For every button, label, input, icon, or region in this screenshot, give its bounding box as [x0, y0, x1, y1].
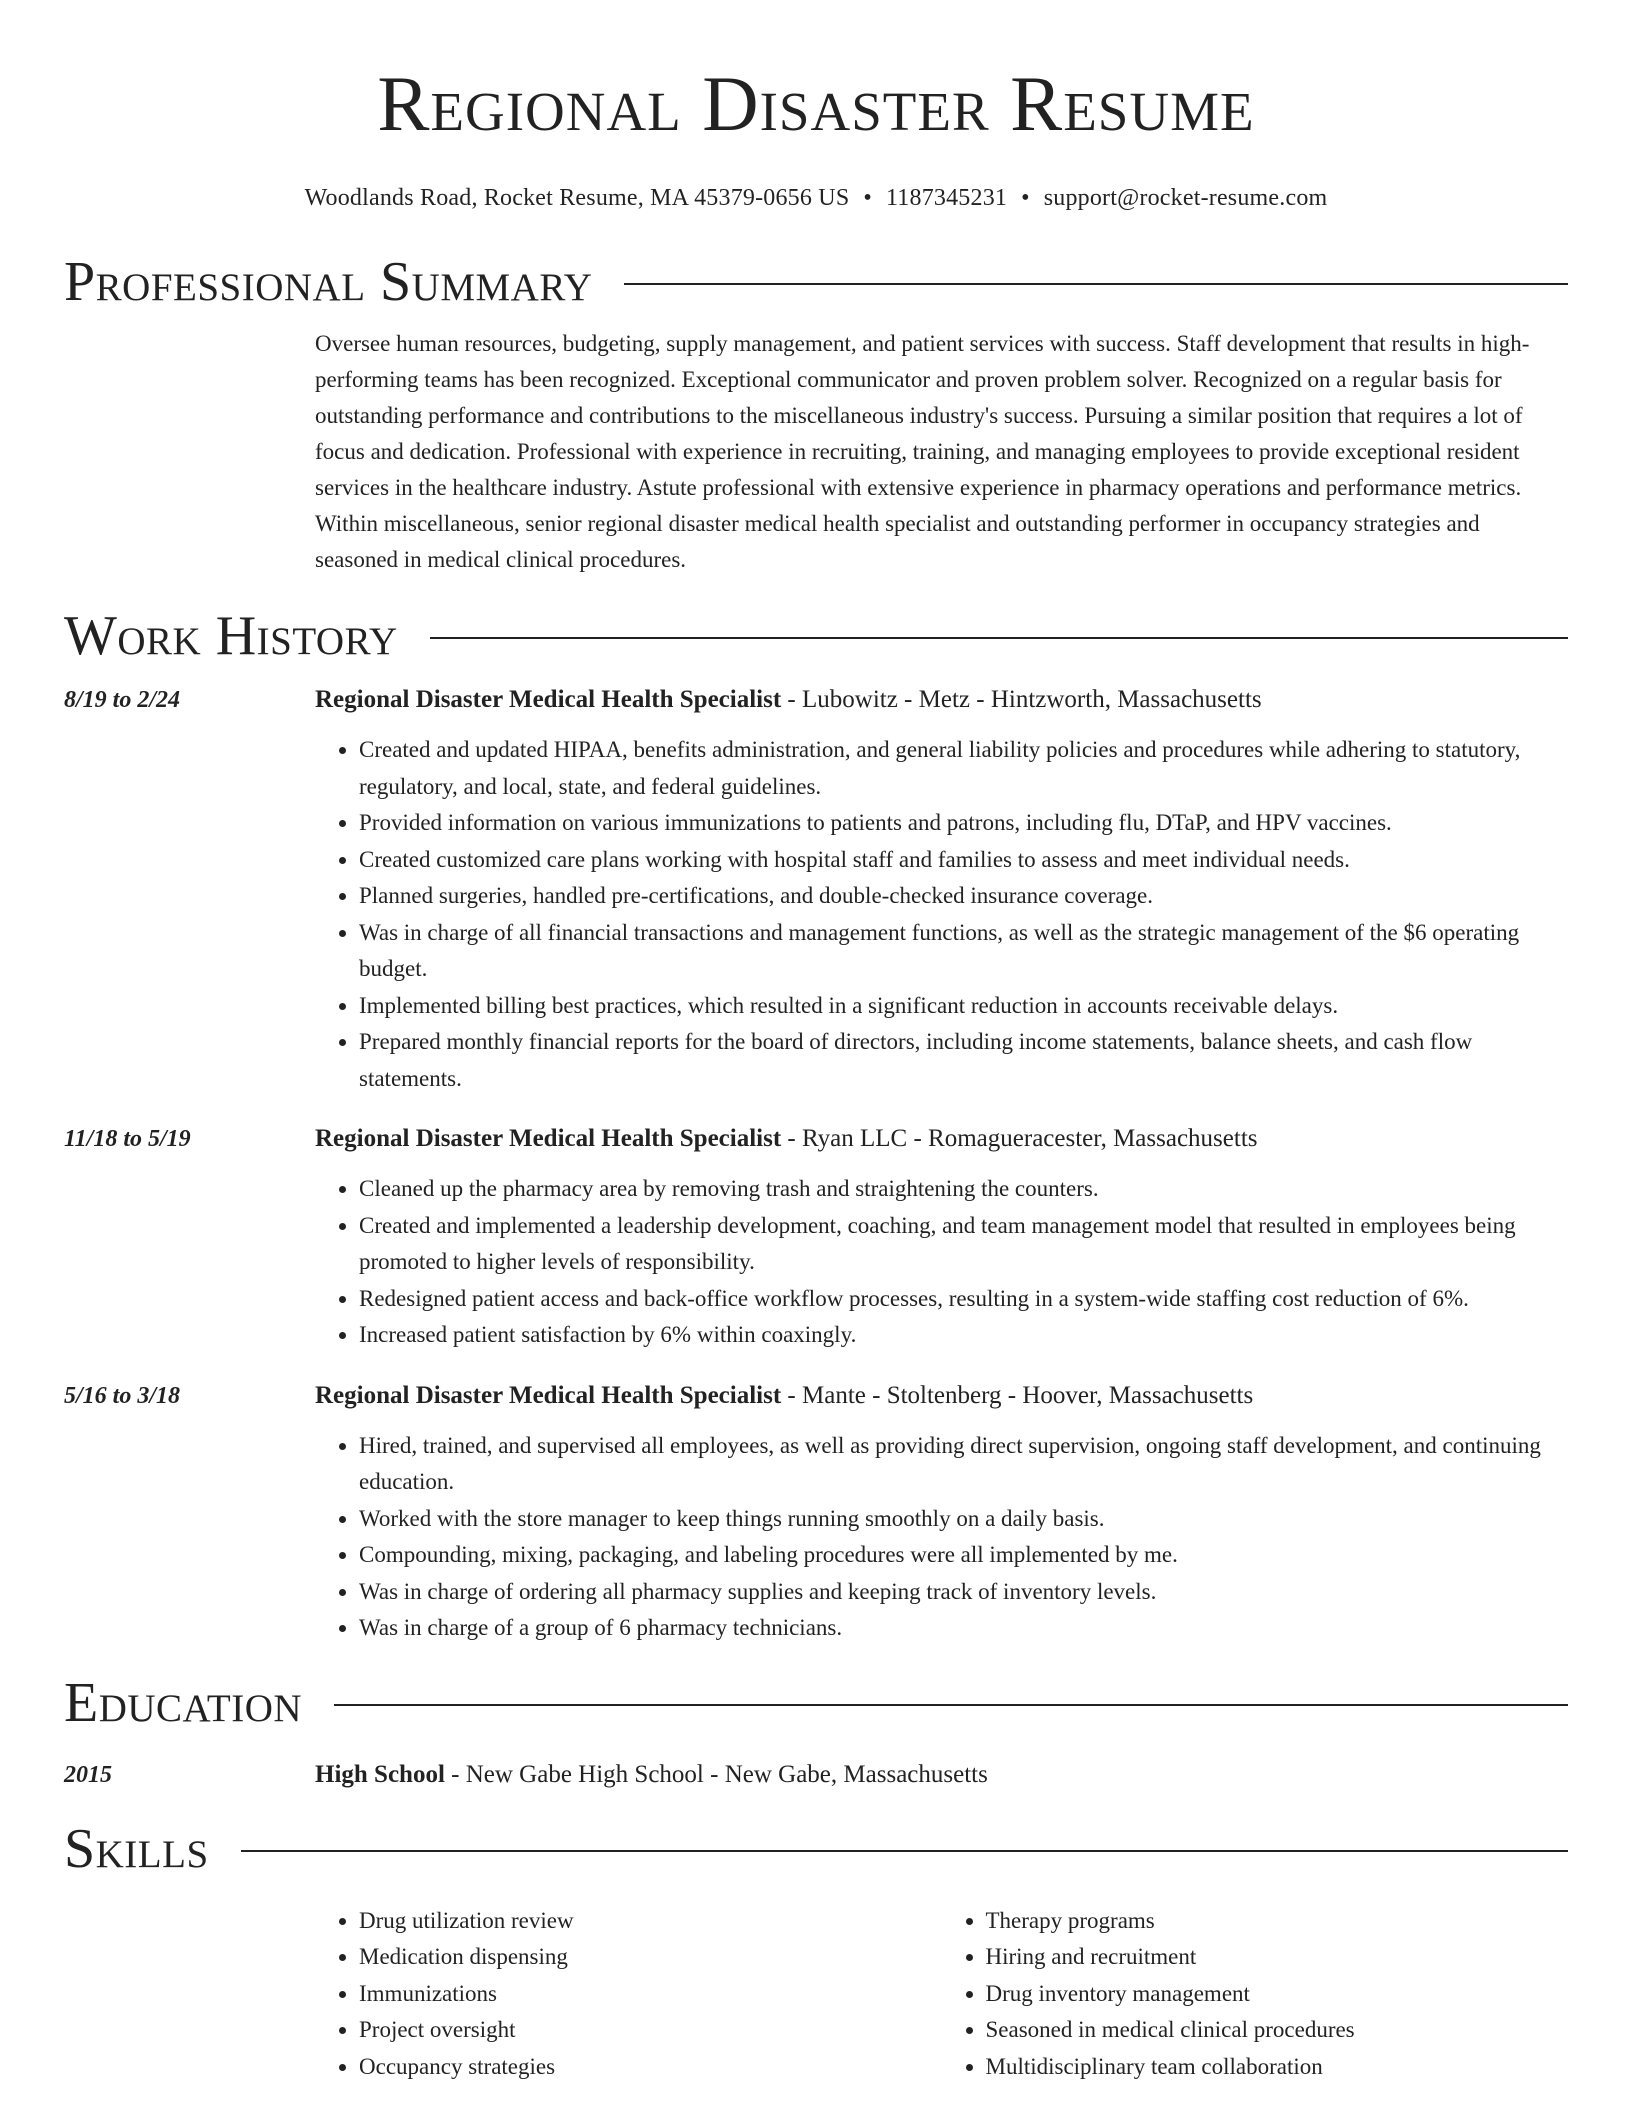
- summary-section: [64, 326, 1568, 578]
- job-entry: [64, 1121, 1568, 1354]
- job-dates: 8/19 to 2/24: [64, 687, 181, 713]
- section-divider: [334, 1704, 1568, 1706]
- job-duty: • Worked with the store manager to keep things running smoothly on a daily basis.: [359, 1501, 1568, 1538]
- job-duties: [315, 1171, 1568, 1354]
- contact-address: Woodlands Road, Rocket Resume, MA 45379-0656 US: [304, 185, 850, 211]
- job-title: Regional Disaster Medical Health Specialist: [315, 1125, 782, 1152]
- education-school: - New Gabe High School - New Gabe, Massachusetts: [444, 1760, 988, 1788]
- contact-email: support@rocket-resume.com: [1043, 185, 1328, 211]
- skill-item: • Seasoned in medical clinical procedures: [986, 2012, 1569, 2049]
- job-title: Regional Disaster Medical Health Specialist: [315, 686, 782, 713]
- job-duty: • Was in charge of a group of 6 pharmacy technicians.: [359, 1610, 1568, 1647]
- job-duty: • Planned surgeries, handled pre-certifications, and double-checked insurance coverage.: [359, 878, 1568, 915]
- job-entry: [64, 1378, 1568, 1647]
- job-duty: • Hired, trained, and supervised all employees, as well as providing direct supervision, ongoing staff development, and continuing education.: [359, 1428, 1568, 1501]
- job-duty: • Increased patient satisfaction by 6% within coaxingly.: [359, 1317, 1568, 1354]
- education-section-header: [64, 1671, 1568, 1735]
- job-duty: • Was in charge of ordering all pharmacy supplies and keeping track of inventory levels.: [359, 1574, 1568, 1611]
- job-title: Regional Disaster Medical Health Specialist: [315, 1381, 782, 1409]
- job-duty: • Compounding, mixing, packaging, and labeling procedures were all implemented by me.: [359, 1537, 1568, 1574]
- skill-item: • Drug utilization review: [359, 1903, 942, 1940]
- section-divider: [624, 283, 1568, 285]
- skills-heading: Skills: [64, 1817, 209, 1880]
- job-duty: • Redesigned patient access and back-office workflow processes, resulting in a system-wide staffing cost reduction of 6%.: [359, 1281, 1568, 1318]
- work-heading: Work History: [64, 605, 398, 667]
- summary-section-header: [64, 250, 1568, 314]
- job-duties: [315, 1428, 1568, 1647]
- resume-name: Regional Disaster Resume: [377, 60, 1255, 147]
- job-duty: • Created customized care plans working with hospital staff and families to assess and meet individual needs.: [359, 842, 1568, 879]
- skill-item: • Medication dispensing: [359, 1939, 942, 1976]
- job-duty: • Provided information on various immunizations to patients and patrons, including flu, DTaP, and HPV vaccines.: [359, 805, 1568, 842]
- job-title-line: [315, 1121, 1568, 1157]
- skill-item: • Hiring and recruitment: [986, 1939, 1569, 1976]
- education-year: 2015: [64, 1761, 112, 1788]
- skill-item: • Drug inventory management: [986, 1976, 1569, 2013]
- skills-section: [64, 1881, 1568, 2086]
- job-company: - Ryan LLC - Romagueracester, Massachusetts: [781, 1125, 1258, 1152]
- job-duty: • Prepared monthly financial reports for the board of directors, including income statements, balance sheets, and cash flow statements.: [359, 1024, 1568, 1097]
- education-line: [315, 1757, 1568, 1793]
- skill-item: • Project oversight: [359, 2012, 942, 2049]
- contact-separator: •: [1021, 185, 1030, 211]
- skill-item: • Multidisciplinary team collaboration: [986, 2049, 1569, 2086]
- summary-heading: Professional Summary: [64, 251, 593, 313]
- section-divider: [430, 637, 1568, 639]
- job-duty: • Cleaned up the pharmacy area by removing trash and straightening the counters.: [359, 1171, 1568, 1208]
- job-entry: [64, 682, 1568, 1097]
- skill-item: • Therapy programs: [986, 1903, 1569, 1940]
- job-title-line: [315, 682, 1568, 718]
- contact-separator: •: [863, 185, 872, 211]
- job-dates: 11/18 to 5/19: [64, 1126, 191, 1152]
- summary-text: Oversee human resources, budgeting, supply management, and patient services with success. Staff development that results in high-performing teams has been recognized. Exceptional communicator and proven problem solver. Recognized on a regular basis for outstanding performance and contributions to the miscellaneous industry's success. Pursuing a similar position that requires a lot of focus and dedication. Professional with experience in recruiting, training, and managing employees to provide exceptional resident services in the healthcare industry. Astute professional with extensive experience in pharmacy operations and performance metrics. Within miscellaneous, senior regional disaster medical health specialist and outstanding performer in occupancy strategies and seasoned in medical clinical procedures.: [315, 331, 1530, 572]
- job-duty: • Created and updated HIPAA, benefits administration, and general liability policies and procedures while adhering to statutory, regulatory, and local, state, and federal guidelines.: [359, 732, 1568, 805]
- education-heading: Education: [64, 1671, 303, 1734]
- education-degree: High School: [315, 1760, 445, 1788]
- skill-item: • Occupancy strategies: [359, 2049, 942, 2086]
- work-section-header: [64, 604, 1568, 668]
- skills-list-left: [315, 1903, 942, 2086]
- job-duty: • Implemented billing best practices, which resulted in a significant reduction in accounts receivable delays.: [359, 988, 1568, 1025]
- skill-item: • Immunizations: [359, 1976, 942, 2013]
- skills-list-right: [942, 1903, 1569, 2086]
- section-divider: [241, 1850, 1568, 1852]
- job-company: - Lubowitz - Metz - Hintzworth, Massachusetts: [781, 686, 1262, 713]
- contact-line: [64, 182, 1568, 214]
- contact-phone: 1187345231: [885, 185, 1008, 211]
- job-title-line: [315, 1378, 1568, 1414]
- job-company: - Mante - Stoltenberg - Hoover, Massachusetts: [781, 1381, 1254, 1409]
- skills-section-header: [64, 1817, 1568, 1881]
- job-duty: • Created and implemented a leadership development, coaching, and team management model that resulted in employees being promoted to higher levels of responsibility.: [359, 1208, 1568, 1281]
- job-duty: • Was in charge of all financial transactions and management functions, as well as the strategic management of the $6 operating budget.: [359, 915, 1568, 988]
- job-dates: 5/16 to 3/18: [64, 1382, 181, 1409]
- education-entry: [64, 1757, 1568, 1793]
- job-duties: [315, 732, 1568, 1097]
